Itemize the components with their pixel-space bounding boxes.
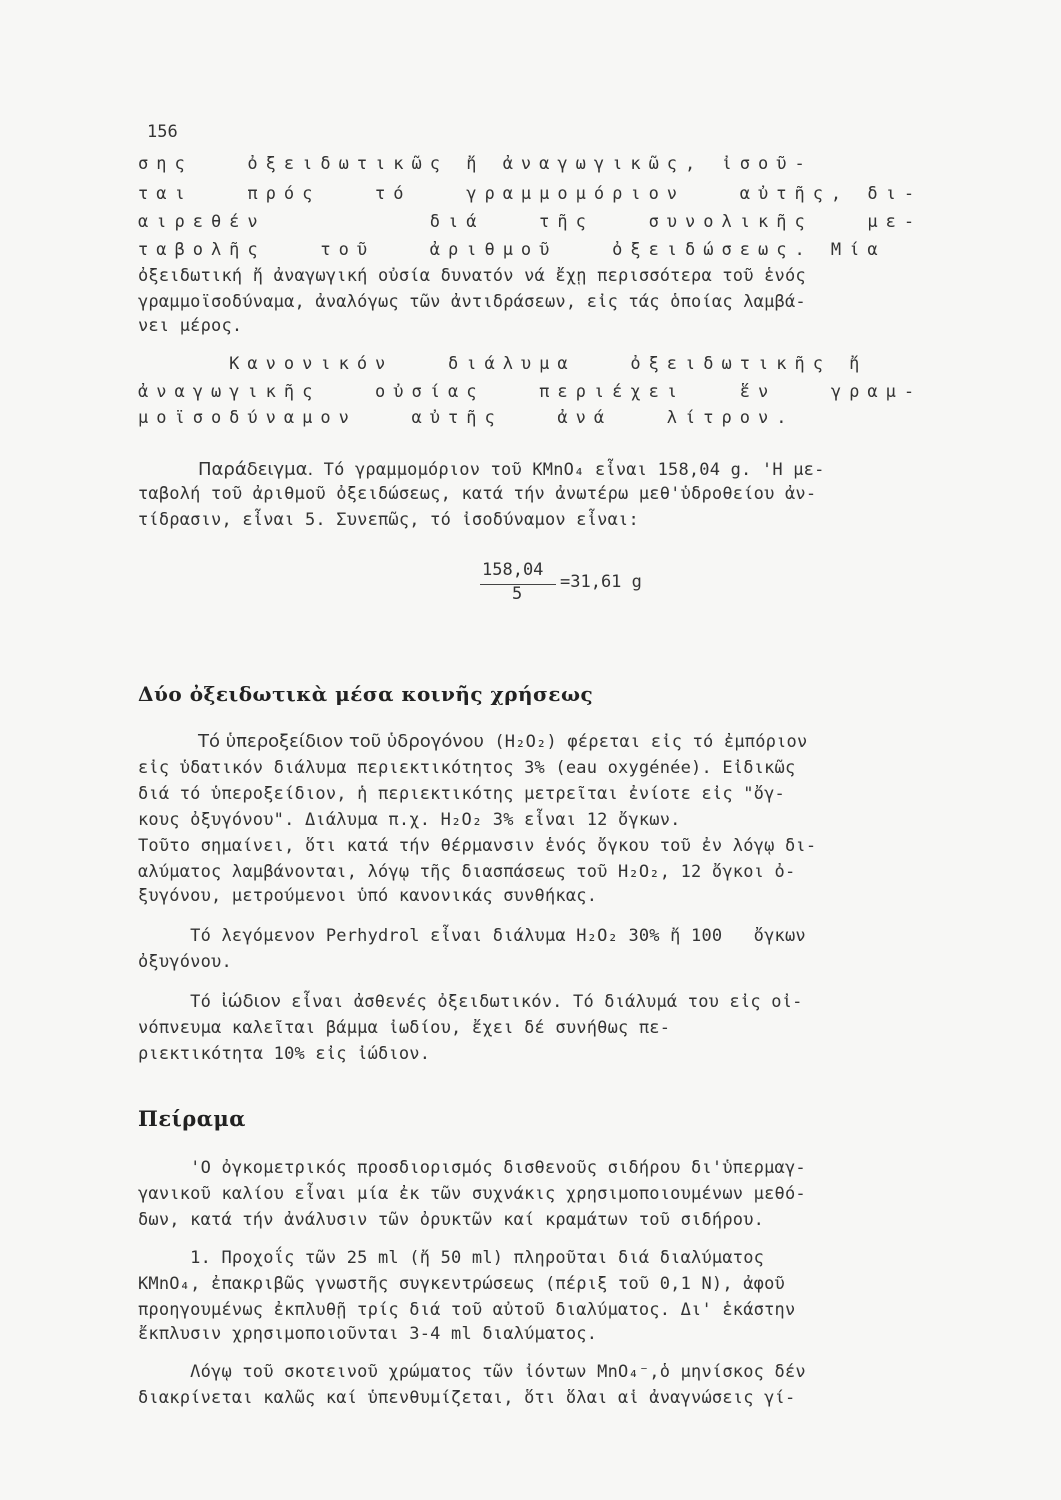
section1-line: ξυγόνου, μετρούμενοι ὑπό κανονικάς συνθήκας. <box>138 886 598 906</box>
example-line: τίδρασιν, εἶναι 5. Συνεπῶς, τό ἰσοδύναμον εἶναι: <box>138 510 639 530</box>
step-line: KMnO₄, ἐπακριβῶς γνωστῆς συγκεντρώσεως (πέριξ τοῦ 0,1 N), ἀφοῦ <box>138 1274 785 1294</box>
section1-line: κους ὀξυγόνου". Διάλυμα π.χ. H₂O₂ 3% εἶναι 12 ὄγκων. <box>138 810 681 830</box>
intro-line: ται πρός τό γραμμομόριον αὐτῆς, δι- <box>138 184 923 204</box>
experiment-line: δων, κατά τήν ἀνάλυσιν τῶν ὀρυκτῶν καί κραμάτων τοῦ σιδήρου. <box>138 1210 765 1230</box>
step-line: προηγουμένως ἐκπλυθῇ τρίς διά τοῦ αὐτοῦ διαλύματος. Δι' ἑκάστην <box>138 1300 796 1320</box>
section-heading: Δύο ὀξειδωτικὰ μέσα κοινῆς χρήσεως <box>138 682 594 706</box>
intro-line: ὀξειδωτική ἤ ἀναγωγική οὐσία δυνατόν νά ἔχῃ περισσότερα τοῦ ἑνός <box>138 266 806 286</box>
definition-line: μοϊσοδύναμον αὐτῆς ἀνά λίτρον. <box>138 408 795 428</box>
section1-line: διά τό ὑπεροξείδιον, ἡ περιεκτικότης μετρεῖται ἐνίοτε εἰς "ὄγ- <box>138 784 785 804</box>
step-line: 1. Προχοΐς τῶν 25 ml (ἤ 50 ml) πληροῦται διά διαλύματος <box>138 1248 765 1268</box>
iodine-prefix: Τό <box>138 992 222 1012</box>
page-number: 156 <box>147 122 178 142</box>
iodine-label: ἰώδιον <box>221 991 281 1012</box>
iodine-line: ριεκτικότητα 10% εἰς ἰώδιον. <box>138 1044 431 1064</box>
intro-line: γραμμοϊσοδύναμα, ἀναλόγως τῶν ἀντιδράσεων, εἰς τάς ὁποίας λαμβά- <box>138 292 806 312</box>
perhydrol-line: ὀξυγόνου. <box>138 952 232 972</box>
section1-line: εἰς ὑδατικόν διάλυμα περιεκτικότητος 3% (eau oxygénée). Εἰδικῶς <box>138 758 796 778</box>
section1-line: αλύματος λαμβάνονται, λόγῳ τῆς διασπάσεως τοῦ H₂O₂, 12 ὄγκοι ὀ- <box>138 862 796 882</box>
peroxide-text: (H₂O₂) φέρεται εἰς τό ἐμπόριον <box>483 732 808 752</box>
iodine-line <box>138 990 803 1014</box>
example-label: Παράδειγμα. <box>198 459 314 480</box>
experiment-line: 'Ο ὀγκομετρικός προσδιορισμός δισθενοῦς σιδήρου δι'ὑπερμαγ- <box>138 1158 806 1178</box>
fraction-result: =31,61 g <box>560 572 642 592</box>
perhydrol-line: Τό λεγόμενον Perhydrol εἶναι διάλυμα H₂O₂ 30% ἤ 100 ὄγκων <box>138 926 806 946</box>
example-text: Τό γραμμομόριον τοῦ KMnO₄ εἶναι 158,04 g. 'Η με- <box>313 460 825 480</box>
section1-line <box>138 730 807 754</box>
intro-line: σης ὀξειδωτικῶς ἤ ἀναγωγικῶς, ἰσοῦ- <box>138 154 813 174</box>
intro-line: νει μέρος. <box>138 316 243 336</box>
fraction-denominator: 5 <box>512 584 523 604</box>
iodine-line: νόπνευμα καλεῖται βάμμα ἰωδίου, ἔχει δέ συνήθως πε- <box>138 1018 671 1038</box>
intro-line: ταβολῆς τοῦ ἀριθμοῦ ὀξειδώσεως. Μία <box>138 240 886 260</box>
section1-line: Τοῦτο σημαίνει, ὅτι κατά τήν θέρμανσιν ἑνός ὄγκου τοῦ ἐν λόγῳ δι- <box>138 836 817 856</box>
definition-line: Κανονικόν διάλυμα ὀξειδωτικῆς ἤ <box>138 354 868 374</box>
peroxide-label: Τό ὑπεροξείδιον τοῦ ὑδρογόνου <box>198 731 484 752</box>
step-line: ἔκπλυσιν χρησιμοποιοῦνται 3-4 ml διαλύματος. <box>138 1324 598 1344</box>
example-line <box>138 458 825 482</box>
experiment-heading: Πείραμα <box>138 1106 246 1131</box>
experiment-line: γανικοῦ καλίου εἶναι μία ἐκ τῶν συχνάκις χρησιμοποιουμένων μεθό- <box>138 1184 806 1204</box>
example-line: ταβολή τοῦ ἀριθμοῦ ὀξειδώσεως, κατά τήν ἀνωτέρω μεθ'ὑδροθείου ἀν- <box>138 484 817 504</box>
intro-line: αιρεθέν διά τῆς συνολικῆς με- <box>138 212 923 232</box>
definition-line: ἀναγωγικῆς οὐσίας περιέχει ἕν γραμ- <box>138 382 923 402</box>
meniscus-line: διακρίνεται καλῶς καί ὑπενθυμίζεται, ὅτι ὅλαι αἱ ἀναγνώσεις γί- <box>138 1388 796 1408</box>
fraction-numerator: 158,04 <box>482 560 544 580</box>
iodine-text: εἶναι ἀσθενές ὀξειδωτικόν. Τό διάλυμά του εἰς οἰ- <box>280 992 803 1012</box>
meniscus-line: Λόγῳ τοῦ σκοτεινοῦ χρώματος τῶν ἰόντων MnO₄⁻,ὁ μηνίσκος δέν <box>138 1362 806 1382</box>
